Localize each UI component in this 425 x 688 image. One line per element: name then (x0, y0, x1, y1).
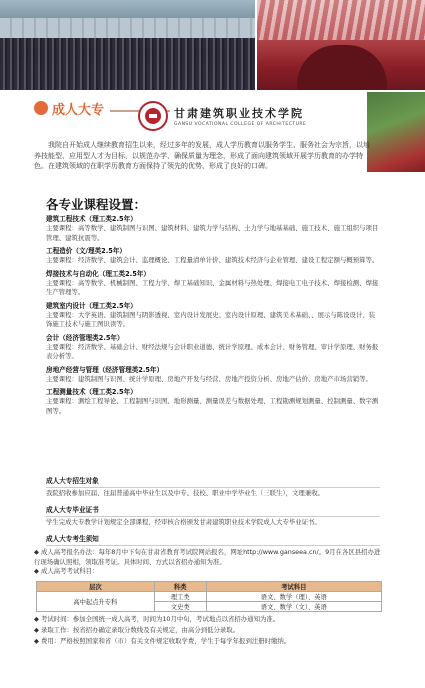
rule-line (46, 545, 380, 546)
course-main: 主要课程：经济数学、基础会计、财经法规与会计职业道德、统计学原理、成本会计、财务管理、审计学原理、财务报表分析等。 (46, 342, 379, 360)
college-name-cn: 甘肃建筑职业技术学院 (174, 107, 304, 120)
table-cell-level: 高中起点升专科 (37, 592, 155, 612)
course-main: 主要课程：高等数学、建筑制图与识图、建筑材料、建筑力学与结构、土力学与地基基础、施工技术、施工组织与项目管理、建筑抗震等。 (46, 224, 379, 242)
admission-note: ◆ 录取工作：按省招办确定录取分数线及有关规定，由高分到低分录取。 (34, 626, 240, 634)
bullet-dot-icon (34, 101, 48, 115)
auditorium-photo (257, 0, 425, 90)
course-main: 主要课程：测绘工程导论、工程制图与识图、地形测量、测量误差与数据处理、工程勘测规划测量、控制测量、数字测图等。 (46, 397, 379, 415)
certificate-title: 成人大专毕业证书 (46, 506, 99, 514)
fee-note: ◆ 费用：严格按照国家和省（市）有关文件规定收取学费，学生于每学年报到注册时缴纳。 (34, 637, 291, 645)
course-name: 建筑工程技术（理工类2.5年） (46, 215, 137, 223)
certificate-text: 学生完成大专教学计划规定全部课程，经审核合格颁发甘肃建筑职业技术学院成人大专毕业证书。 (46, 518, 321, 526)
notice-block (46, 534, 380, 546)
table-header-subjects: 考试科目 (206, 582, 381, 592)
enroll-target-text: 我院招收参加应届、往届普通高中毕业生以及中专、技校、职业中学毕业生（三联生），文理兼收。 (46, 489, 324, 497)
college-seal-icon (138, 101, 168, 131)
course-name: 焊接技术与自动化（理工类2.5年） (46, 269, 150, 278)
registration-note: ◆ 成人高考报名办法：每年8月中下旬在甘肃省教育考试院网站报名，网址http://www.ganseea.cn/。9月在各区县招办进行现场确认照相，领取准考证。具体时间、方式以省招办通知为准。 (34, 548, 381, 566)
course-item (46, 214, 380, 243)
course-item (46, 387, 380, 416)
enroll-target-block (46, 476, 380, 498)
course-item (46, 365, 380, 385)
course-main: 主要课程：高等数学、机械制图、工程力学、焊工基础知识、金属材料与热处理、焊接电工电子技术、焊接检测、焊接生产管理等。 (46, 278, 379, 296)
exam-time-note: ◆ 考试时间：参加全国统一成人高考，时间为10月中旬，考试地点以省招办通知为准。 (34, 615, 280, 623)
table-cell-subjects: 语文、数学（理）、英语 (206, 592, 381, 602)
table-cell-category: 理工类 (154, 592, 206, 602)
course-item (46, 301, 380, 330)
table-cell-category: 文史类 (154, 602, 206, 612)
course-main: 主要课程：建筑制图与识图、统计学原理、房地产开发与经营、房地产投资分析、房地产估价、房地产市场营销等。 (46, 374, 372, 383)
courses-heading: 各专业课程设置： (46, 197, 147, 212)
section-title: 成人大专 (52, 102, 105, 118)
ceremony-photo (0, 0, 255, 90)
notice-title: 成人大专考生须知 (46, 535, 99, 543)
course-name: 工程测量技术（理工类2.5年） (46, 388, 137, 396)
section-header (34, 97, 104, 119)
course-name: 工程造价（文/理类2.5年） (46, 247, 127, 255)
course-name: 建筑室内设计（理工类2.5年） (46, 301, 137, 310)
exam-subjects-table (36, 581, 382, 612)
course-item (46, 246, 380, 266)
course-name: 房地产经营与管理（经济管理类2.5年） (46, 365, 164, 374)
college-name-en: GANSU VOCATIONAL COLLEGE OF ARCHITECTURE (174, 122, 307, 127)
table-cell-subjects: 语文、数学（文）、英语 (206, 602, 381, 612)
course-name: 会计（经济管理类2.5年） (46, 333, 124, 342)
bottom-notes (34, 614, 384, 647)
table-header-level: 层次 (37, 582, 155, 592)
course-item (46, 333, 380, 362)
course-main: 主要课程：大学英语、建筑制图与阴影透视、室内设计发展史、室内设计原理、建筑美术基础、、展示与陈设设计、装饰施工技术与施工图识读等。 (46, 310, 376, 328)
course-item (46, 269, 380, 298)
course-main: 主要课程：经济数学、建筑会计、监理概论、工程量清单计价、建筑技术经济与企业管理、建设工程定额与概预算等。 (46, 256, 379, 264)
header-photo-banner (0, 0, 425, 90)
campus-corner-photo (367, 92, 425, 172)
notice-lines (34, 548, 384, 577)
course-list (46, 214, 380, 419)
table-header-category: 科类 (154, 582, 206, 592)
enroll-target-title: 成人大专招生对象 (46, 477, 99, 485)
exam-subjects-note: ◆ 成人高考考试科目： (34, 567, 99, 575)
certificate-block (46, 505, 380, 527)
college-logo (138, 101, 306, 131)
table-row (37, 592, 382, 602)
intro-paragraph: 我院自开始成人继续教育招生以来，经过多年的发展，成人学历教育以服务学生、服务社会为宗旨，以培养技能型、应用型人才为目标，以规范办学、确保质量为理念，形成了面向建筑领域开展学历教育的办学特色。在建筑领域的在职学历教育方面保持了领先的优势，形成了良好的口碑。 (34, 141, 370, 170)
